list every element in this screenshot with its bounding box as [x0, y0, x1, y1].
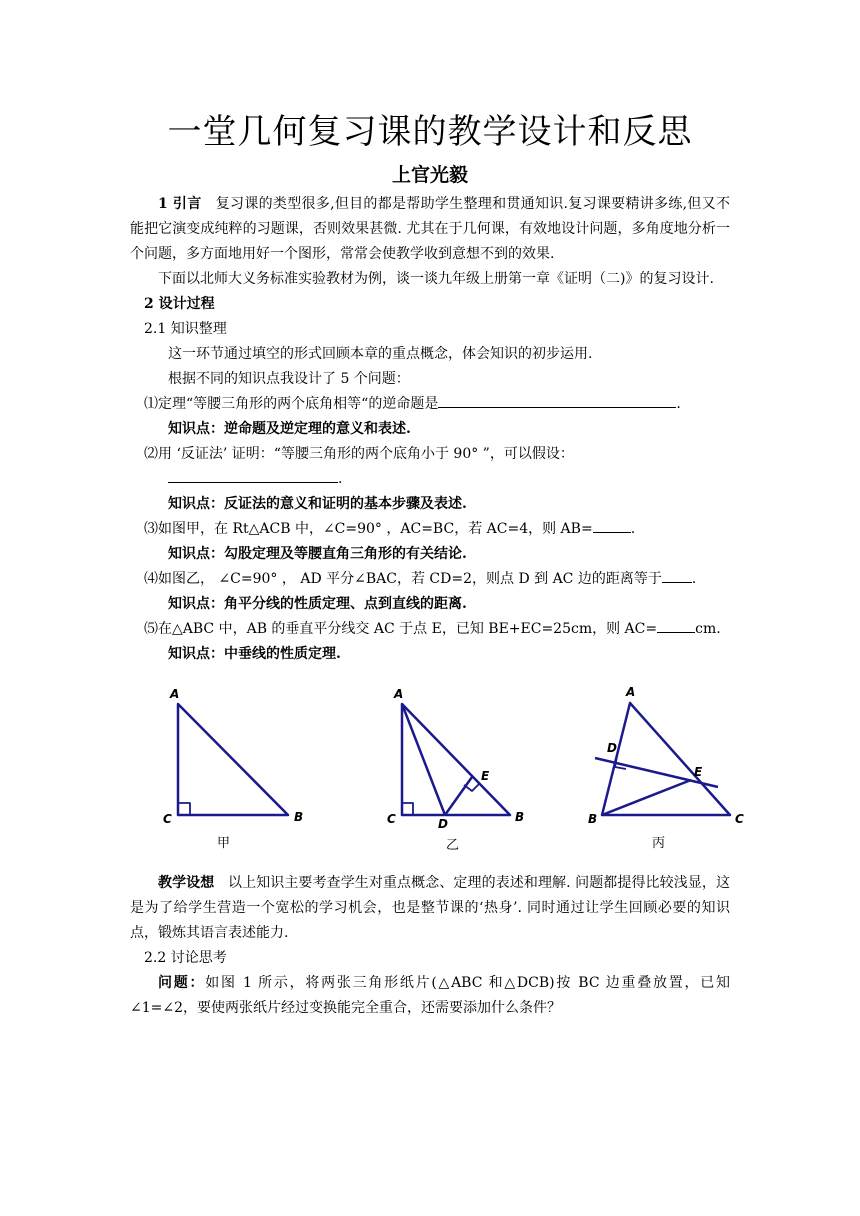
knowledge-point-1: 知识点：逆命题及逆定理的意义和表述.	[168, 421, 411, 437]
question-3: ⑶如图甲，在 Rt△ACB 中，∠C=90° ，AC=BC，若 AC=4，则 AB= .	[130, 517, 730, 542]
label-a-yi: A	[394, 687, 404, 701]
question-5-unit: cm.	[695, 621, 721, 637]
knowledge-point-2: 知识点：反证法的意义和证明的基本步骤及表述.	[168, 496, 467, 512]
triangle-abc-bing	[602, 703, 730, 815]
caption-yi: 乙	[446, 838, 460, 853]
label-c-yi: C	[387, 812, 396, 826]
label-b-bing: B	[588, 812, 598, 826]
design-text: 以上知识主要考查学生对重点概念、定理的表述和理解. 问题都提得比较浅显，这是为了给学生营造一个宽松的学习机会，也是整节课的‘热身’. 同时通过让学生回顾必要的知识点，锻炼其语言表述能力.	[130, 875, 730, 941]
knowledge-point-3: 知识点：勾股定理及等腰直角三角形的有关结论.	[168, 546, 467, 562]
problem-heading: 问题：	[158, 975, 206, 991]
intro-paragraph	[130, 192, 730, 267]
question-3-text: ⑶如图甲，在 Rt△ACB 中，∠C=90° ，AC=BC，若 AC=4，则 AB=	[144, 521, 593, 537]
answer-blank-2[interactable]	[168, 468, 338, 483]
question-1: ⑴定理“等腰三角形的两个底角相等“的逆命题是 .	[130, 392, 730, 417]
problem-paragraph	[130, 971, 730, 1021]
intro-text: 复习课的类型很多,但目的都是帮助学生整理和贯通知识.复习课要精讲多练,但又不能把它演变成纯粹的习题课，否则效果甚微. 尤其在于几何课，有效地设计问题，多角度地分析一个问题，多方面地用好一个图形，常常会使教学收到意想不到的效果.	[130, 196, 730, 262]
label-d-yi: D	[438, 817, 448, 831]
design-heading: 教学设想	[158, 875, 215, 891]
answer-blank-1[interactable]	[438, 393, 676, 408]
right-angle-mark-d	[615, 756, 626, 769]
question-2-answer-line: .	[130, 467, 730, 492]
label-b-jia: B	[294, 810, 304, 824]
article-body-continued	[130, 871, 730, 1021]
segment-de	[445, 777, 472, 815]
figure-bing	[595, 703, 730, 815]
question-4: ⑷如图乙， ∠C=90° ， AD 平分∠BAC，若 CD=2，则点 D 到 AC 边的距离等于 .	[130, 567, 730, 592]
intro-paragraph-2: 下面以北师大义务标准实验教材为例，谈一谈九年级上册第一章《证明（二)》的复习设计.	[158, 271, 714, 287]
geometry-figures	[150, 676, 750, 856]
author-name: 上官光毅	[391, 164, 468, 186]
question-4-text: ⑷如图乙， ∠C=90° ， AD 平分∠BAC，若 CD=2，则点 D 到 AC 边的距离等于	[144, 571, 662, 587]
right-angle-mark	[178, 803, 190, 815]
intro-heading: 1 引言	[158, 196, 202, 212]
question-count-note: 根据不同的知识点我设计了 5 个问题：	[168, 371, 410, 387]
label-c-jia: C	[163, 812, 172, 826]
section-heading-2-2: 2.2 讨论思考	[144, 950, 227, 966]
question-2: ⑵用 ‘反证法’ 证明：“等腰三角形的两个底角小于 90° ”，可以假设：	[144, 446, 574, 462]
question-5	[130, 617, 730, 642]
answer-blank-5[interactable]	[657, 618, 695, 633]
label-e-yi: E	[481, 769, 490, 783]
caption-bing: 丙	[652, 836, 666, 851]
caption-jia: 甲	[217, 836, 231, 851]
triangle-acb	[178, 704, 288, 815]
label-a-bing: A	[626, 685, 636, 699]
knowledge-point-4: 知识点：角平分线的性质定理、点到直线的距离.	[168, 596, 467, 612]
knowledge-point-5: 知识点：中垂线的性质定理.	[168, 646, 341, 662]
label-b-yi: B	[515, 810, 525, 824]
question-1-text: ⑴定理“等腰三角形的两个底角相等“的逆命题是	[144, 396, 439, 412]
article-body	[130, 192, 730, 667]
right-angle-mark-c	[402, 803, 413, 815]
document-title: 一堂几何复习课的教学设计和反思	[167, 112, 693, 152]
label-a-jia: A	[170, 687, 180, 701]
label-d-bing: D	[607, 741, 617, 755]
answer-blank-3[interactable]	[593, 518, 631, 533]
question-5-text: ⑸在△ABC 中，AB 的垂直平分线交 AC 于点 E，已知 BE+EC=25cm，则 AC=	[144, 621, 658, 637]
segment-be	[602, 780, 691, 815]
answer-blank-4[interactable]	[662, 568, 692, 583]
label-c-bing: C	[735, 812, 744, 826]
knowledge-intro: 这一环节通过填空的形式回顾本章的重点概念，体会知识的初步运用.	[168, 346, 593, 362]
section-heading-2-1: 2.1 知识整理	[144, 321, 227, 337]
section-heading-2: 2 设计过程	[144, 296, 215, 312]
design-paragraph	[130, 871, 730, 946]
segment-ad	[402, 704, 445, 815]
figure-jia	[178, 704, 288, 815]
problem-text: 如图 1 所示，将两张三角形纸片(△ABC 和△DCB)按 BC 边重叠放置，已知∠1=∠2，要使两张纸片经过变换能完全重合，还需要添加什么条件？	[130, 975, 731, 1016]
figure-yi	[402, 704, 510, 815]
label-e-bing: E	[694, 765, 703, 779]
